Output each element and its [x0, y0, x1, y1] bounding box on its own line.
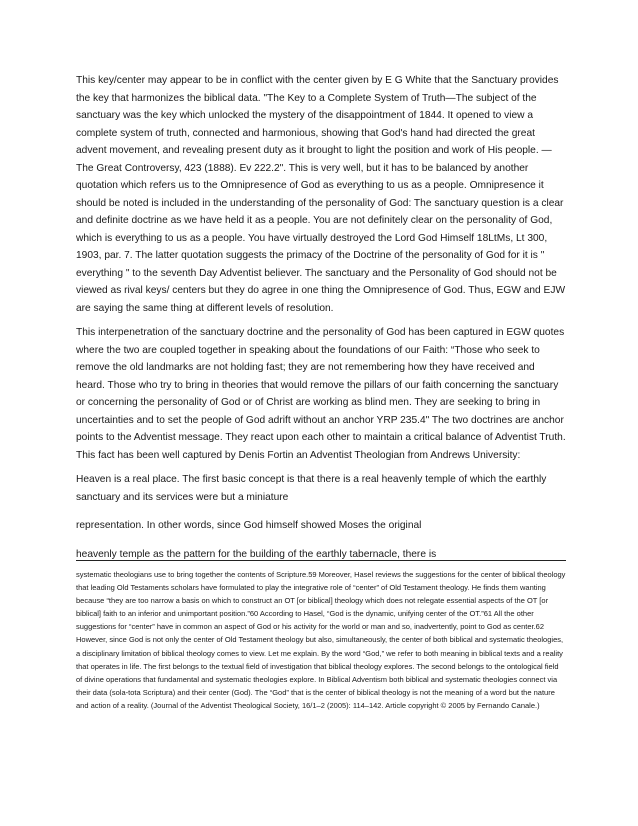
- paragraph-key-center: This key/center may appear to be in conflict with the center given by E G White that the Sanctuary provides the key that harmonizes the biblical data. "The Key to a Complete System of Truth—The subject of the sanctuary was the key which unlocked the mystery of the disappointment of 1844. It opened to view a complete system of truth, connected and harmonious, showing that God's hand had directed the great advent movement, and revealing present duty as it brought to light the position and work of His people. —The Great Controversy, 423 (1888). Ev 222.2". This is very well, but it has to be balanced by another quotation which refers us to the Omnipresence of God as everything to us as a people. Omnipresence it should be noted is included in the understanding of the personality of God: The sanctuary question is a clear and definite doctrine as we have held it as a people. You are not definitely clear on the personality of God, which is everything to us as a people. You have virtually destroyed the Lord God Himself 18LtMs, Lt 300, 1903, par. 7. The latter quotation suggests the primacy of the Doctrine of the personality of God for it is " everything " to the seventh Day Adventist believer. The sanctuary and the Personality of God should not be viewed as rival keys/ centers but they do agree in one thing the Omnipresence of God. Thus, EGW and EJW are saying the same thing at different levels of resolution.: [76, 75, 566, 314]
- footnote-separator: [76, 560, 566, 561]
- footnote: systematic theologians use to bring together the contents of Scripture.59 Moreover, Hasel reviews the suggestions for the center of biblical theology that leading Old Testaments scholars have formulated to play the integrative role of “center” of Old Testament theology. He finds them wanting because “they are too narrow a basis on which to construct an OT [or biblical] theology which does not relegate essential aspects of the OT [or biblical] faith to an inferior and unimportant position.”60 According to Hasel, “God is the dynamic, unifying center of the OT.”61 All the other suggestions for “center” have in common an aspect of God or his activity for the world or man and so, inadvertently, point to God as center.62 However, since God is not only the center of Old Testament theology but also, simultaneously, the center of both biblical and systematic theologies, a disciplinary limitation of biblical theology comes to view. Let me explain. By the word “God,” we refer to both meaning in biblical texts and a reality that operates in life. The first belongs to the textual field of investigation that biblical theology explores. The second belongs to the ontological field of divine operations that fundamental and systematic theologies explore. In Biblical Adventism both biblical and systematic theologies connect via their data (sola-tota Scriptura) and their center (God). The “God” that is the center of biblical theology is not the meaning of a word but the nature and action of a reality. (Journal of the Adventist Theological Society, 16/1–2 (2005): 114–142. Article copyright © 2005 by Fernando Canale.): [76, 570, 566, 710]
- document-body: [76, 72, 566, 570]
- paragraph-representation: representation. In other words, since God himself showed Moses the original: [76, 520, 422, 531]
- paragraph-heavenly-temple: heavenly temple as the pattern for the building of the earthly tabernacle, there is: [76, 548, 437, 560]
- paragraph-interpenetration: This interpenetration of the sanctuary doctrine and the personality of God has been captured in EGW quotes where the two are coupled together in speaking about the foundations of our Faith: “Those who seek to remove the old landmarks are not holding fast; they are not remembering how they have received and heard. Those who try to bring in theories that would remove the pillars of our faith concerning the sanctuary or concerning the personality of God or of Christ are working as blind men. They are seeking to bring in uncertainties and to set the people of God adrift without an anchor YRP 235.4" The two doctrines are anchor points to the Adventist message. They react upon each other to maintain a critical balance of Adventist Truth. This fact has been well captured by Denis Fortin an Adventist Theologian from Andrews University:: [76, 327, 566, 461]
- paragraph-heaven-real-place: Heaven is a real place. The first basic concept is that there is a real heavenly temple of which the earthly sanctuary and its services were but a miniature: [76, 474, 547, 503]
